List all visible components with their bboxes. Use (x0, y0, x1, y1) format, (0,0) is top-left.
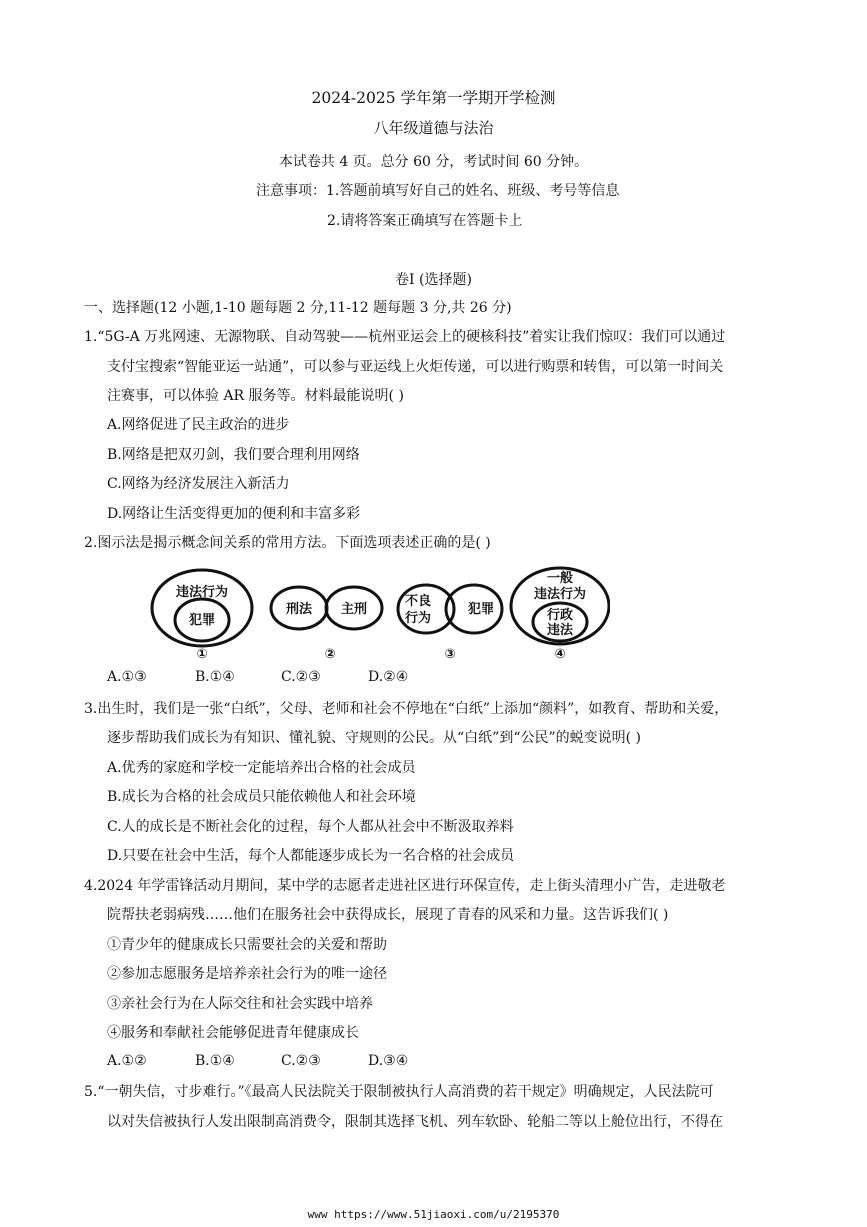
q1-stem-line1: 1.“5G-A 万兆网速、无源物联、自动驾驶——杭州亚运会上的硬核科技”着实让我们惊叹：我们可以通过 (84, 329, 726, 345)
d2-left-label: 刑法 (285, 602, 313, 617)
exam-info: 本试卷共 4 页。总分 60 分，考试时间 60 分钟。 (278, 154, 589, 170)
q4-stem-line1: 4.2024 年学雷锋活动月期间，某中学的志愿者走进社区进行环保宣传，走上街头清理小广告，走进敬老 (84, 878, 726, 894)
q3-stem-line2: 逐步帮助我们成长为有知识、懂礼貌、守规则的公民。从“白纸”到“公民”的蜕变说明( ) (107, 730, 642, 746)
d4-inner-label-1: 行政 (546, 608, 574, 623)
d4-number: ④ (554, 647, 566, 662)
q1-stem-line3: 注赛事，可以体验 AR 服务等。材料最能说明( ) (107, 388, 404, 404)
q4-option-c: C.②③ (281, 1053, 321, 1069)
d4-inner-label-2: 违法 (546, 623, 574, 638)
d3-right-label: 犯罪 (467, 602, 495, 617)
d1-number: ① (196, 647, 208, 662)
q3-stem-line1: 3.出生时，我们是一张“白纸”，父母、老师和社会不停地在“白纸”上添加“颜料”，如教育、帮助和关爱， (84, 701, 729, 717)
d2-number: ② (324, 647, 336, 662)
d3-left-label-1: 不良 (404, 594, 432, 609)
d2-right-label: 主刑 (340, 602, 368, 617)
q5-stem-line2: 以对失信被执行人发出限制高消费令，限制其选择飞机、列车软卧、轮船二等以上舱位出行，不得在 (107, 1114, 723, 1130)
q3-option-a: A.优秀的家庭和学校一定能培养出合格的社会成员 (107, 760, 416, 776)
notice-1: 注意事项：1.答题前填写好自己的姓名、班级、考号等信息 (256, 183, 620, 199)
q4-stem-line2: 院帮扶老弱病残……他们在服务社会中获得成长，展现了青春的风采和力量。这告诉我们( ) (107, 907, 669, 923)
exam-title: 2024-2025 学年第一学期开学检测 (311, 89, 556, 107)
notice-2: 2.请将答案正确填写在答题卡上 (327, 213, 523, 229)
q1-stem-line2: 支付宝搜索“智能亚运一站通”，可以参与亚运线上火炬传递，可以进行购票和转售，可以第一时间关 (107, 359, 724, 375)
q2-option-d: D.②④ (368, 669, 409, 685)
q4-option-b: B.①④ (195, 1053, 235, 1069)
q1-option-c: C.网络为经济发展注入新活力 (107, 476, 290, 492)
q4-option-d: D.③④ (368, 1053, 409, 1069)
concept-diagram (150, 566, 610, 662)
d1-outer-circle (152, 570, 252, 646)
q3-option-c: C.人的成长是不断社会化的过程，每个人都从社会中不断汲取养料 (107, 819, 514, 835)
d3-number: ③ (444, 647, 456, 662)
exam-subject: 八年级道德与法治 (373, 119, 494, 137)
q3-option-b: B.成长为合格的社会成员只能依赖他人和社会环境 (107, 789, 416, 805)
d4-outer-label-1: 一般 (546, 571, 574, 586)
q5-stem-line1: 5.“一朝失信，寸步难行。”《最高人民法院关于限制被执行人高消费的若干规定》明确规定，人民法院可 (84, 1084, 714, 1100)
q2-option-a: A.①③ (107, 669, 147, 685)
q1-option-d: D.网络让生活变得更加的便利和丰富多彩 (107, 506, 361, 522)
q2-option-b: B.①④ (195, 669, 235, 685)
q2-option-c: C.②③ (281, 669, 321, 685)
q4-item-4: ④服务和奉献社会能够促进青年健康成长 (107, 1025, 359, 1041)
d3-left-label-2: 行为 (404, 611, 432, 626)
footer-url: www https://www.51jiaoxi.com/u/2195370 (307, 1208, 560, 1221)
q4-options (107, 1053, 408, 1069)
section-instruction: 一、选择题(12 小题,1-10 题每题 2 分,11-12 题每题 3 分,共 26 分) (84, 300, 512, 316)
q1-option-b: B.网络是把双刃剑，我们要合理利用网络 (107, 447, 360, 463)
q2-options (107, 669, 408, 685)
q1-option-a: A.网络促进了民主政治的进步 (107, 417, 290, 433)
d1-inner-label: 犯罪 (188, 613, 216, 628)
section-title: 卷Ⅰ (选择题) (395, 272, 472, 288)
q4-item-2: ②参加志愿服务是培养亲社会行为的唯一途径 (107, 966, 387, 982)
q3-option-d: D.只要在社会中生活，每个人都能逐步成长为一名合格的社会成员 (107, 848, 515, 864)
q4-option-a: A.①② (107, 1053, 147, 1069)
d4-outer-label-2: 违法行为 (533, 587, 587, 602)
q2-stem: 2.图示法是揭示概念间关系的常用方法。下面选项表述正确的是( ) (84, 535, 491, 551)
q4-item-3: ③亲社会行为在人际交往和社会实践中培养 (107, 996, 373, 1012)
d1-outer-label: 违法行为 (175, 585, 229, 600)
q4-item-1: ①青少年的健康成长只需要社会的关爱和帮助 (107, 937, 387, 953)
